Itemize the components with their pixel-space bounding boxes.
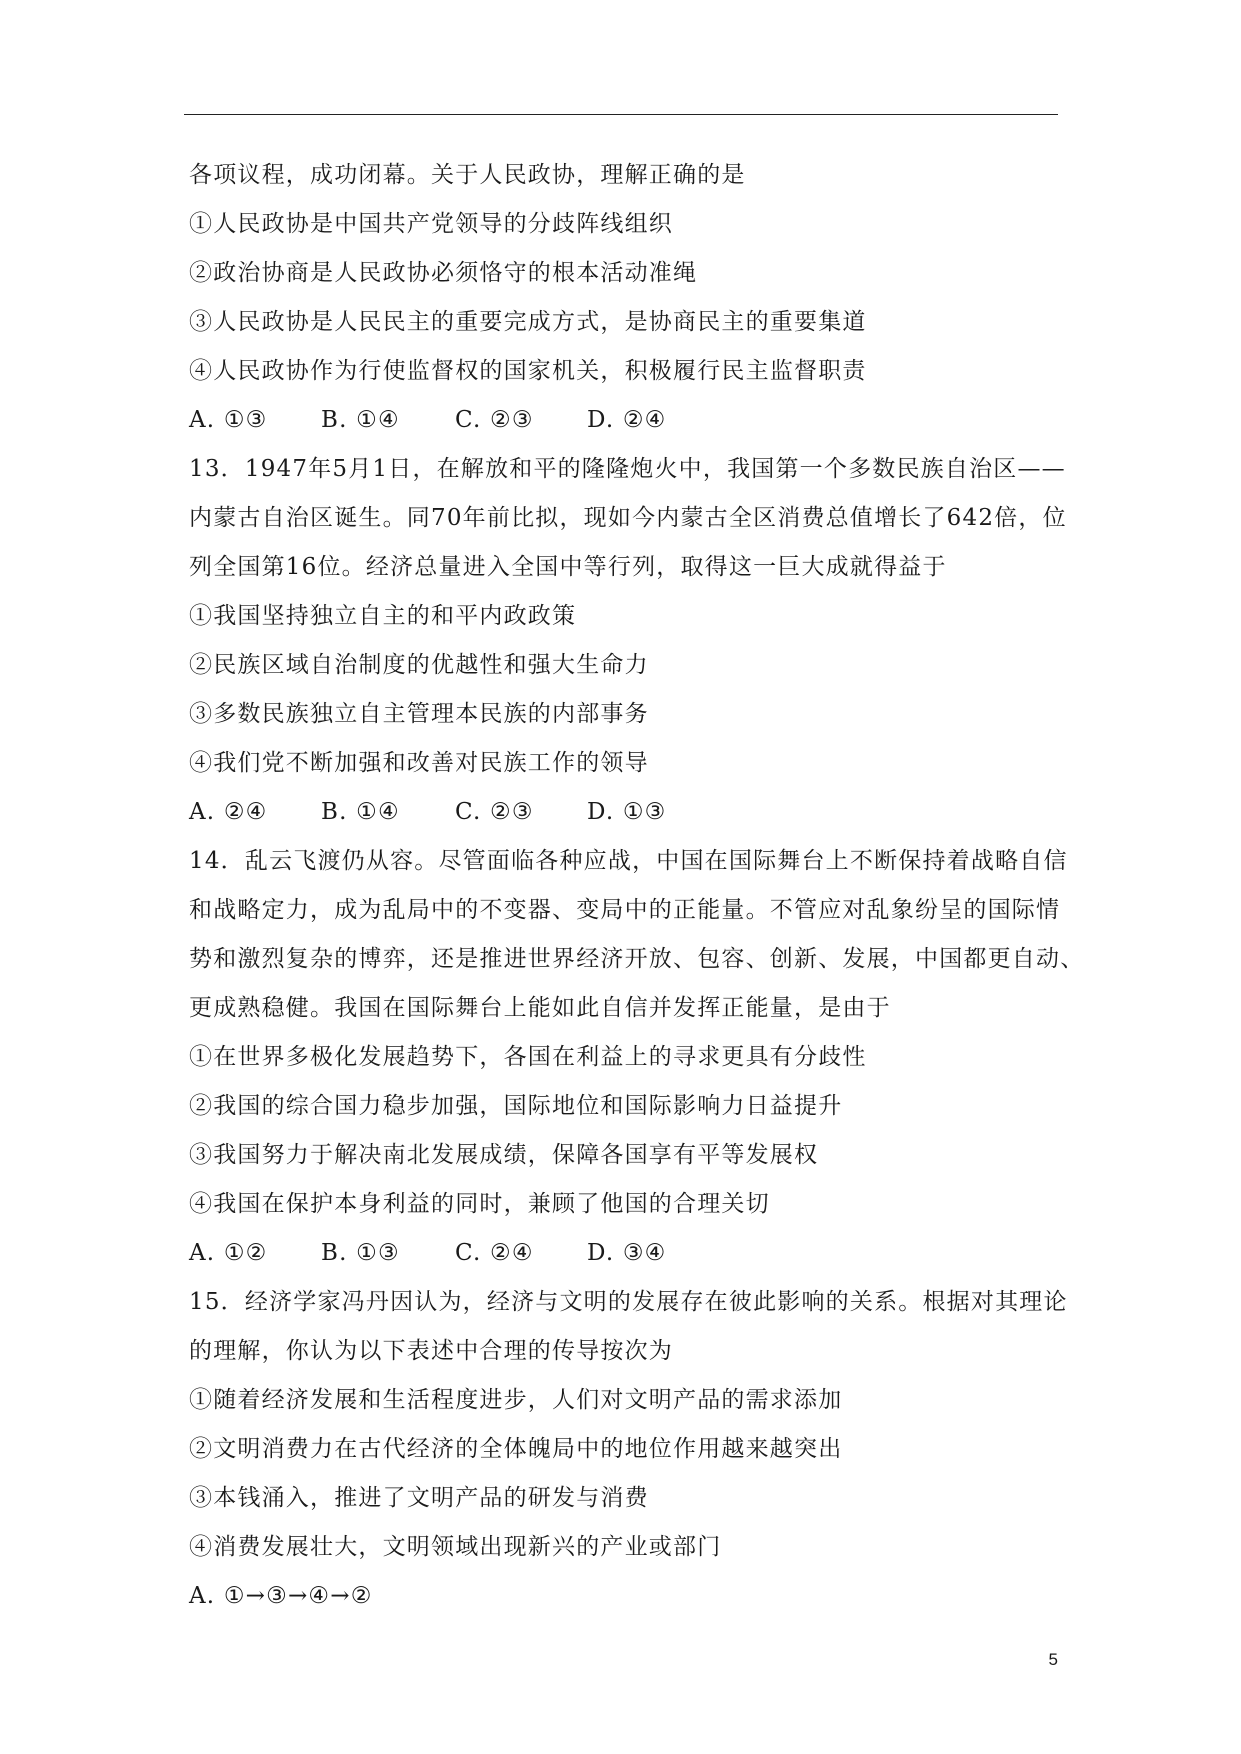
- q14-option-4: ④我国在保护本身利益的同时，兼顾了他国的合理关切: [189, 1191, 770, 1217]
- q13-option-1: ①我国坚持独立自主的和平内政政策: [189, 603, 577, 629]
- q13-answer-b: B. ①④: [321, 799, 400, 825]
- q14-answer-b: B. ①③: [321, 1240, 400, 1266]
- q15-stem-line-1: 15．经济学家冯丹因认为，经济与文明的发展存在彼此影响的关系。根据对其理论: [189, 1289, 1068, 1315]
- q12-option-4: ④人民政协作为行使监督权的国家机关，积极履行民主监督职责: [189, 358, 867, 384]
- q13-stem-line-2: 内蒙古自治区诞生。同70年前比拟，现如今内蒙古全区消费总值增长了642倍，位: [189, 505, 1067, 531]
- q13-answer-d: D. ①③: [587, 799, 667, 825]
- q14-option-3: ③我国努力于解决南北发展成绩，保障各国享有平等发展权: [189, 1142, 819, 1168]
- q13-option-3: ③多数民族独立自主管理本民族的内部事务: [189, 701, 649, 727]
- q13-stem-line-1: 13．1947年5月1日，在解放和平的隆隆炮火中，我国第一个多数民族自治区——: [189, 456, 1066, 482]
- page-number: 5: [1048, 1650, 1058, 1669]
- q13-option-2: ②民族区域自治制度的优越性和强大生命力: [189, 652, 649, 678]
- q12-answer-b: B. ①④: [321, 407, 400, 433]
- q12-stem-continuation: 各项议程，成功闭幕。关于人民政协，理解正确的是: [189, 162, 746, 188]
- q15-answer-choices: [189, 1572, 1061, 1621]
- q14-answer-d: D. ③④: [587, 1240, 667, 1266]
- q13-answer-c: C. ②③: [455, 799, 534, 825]
- q14-option-1: ①在世界多极化发展趋势下，各国在利益上的寻求更具有分歧性: [189, 1044, 867, 1070]
- q12-option-2: ②政治协商是人民政协必须恪守的根本活动准绳: [189, 260, 698, 286]
- q12-option-3: ③人民政协是人民民主的重要完成方式，是协商民主的重要集道: [189, 309, 867, 335]
- q14-stem-line-1: 14．乱云飞渡仍从容。尽管面临各种应战，中国在国际舞台上不断保持着战略自信: [189, 848, 1068, 874]
- q14-answer-c: C. ②④: [455, 1240, 534, 1266]
- q15-option-1: ①随着经济发展和生活程度进步，人们对文明产品的需求添加: [189, 1387, 843, 1413]
- q14-option-2: ②我国的综合国力稳步加强，国际地位和国际影响力日益提升: [189, 1093, 843, 1119]
- q15-option-2: ②文明消费力在古代经济的全体魄局中的地位作用越来越突出: [189, 1436, 843, 1462]
- q12-answer-c: C. ②③: [455, 407, 534, 433]
- q14-stem-line-3: 势和激烈复杂的博弈，还是推进世界经济开放、包容、创新、发展，中国都更自动、: [189, 946, 1085, 972]
- q14-stem-line-2: 和战略定力，成为乱局中的不变器、变局中的正能量。不管应对乱象纷呈的国际情: [189, 897, 1061, 923]
- q13-answer-a: A. ②④: [189, 799, 268, 825]
- q12-answer-d: D. ②④: [587, 407, 667, 433]
- q15-answer-a: A. ①→③→④→②: [189, 1583, 373, 1609]
- q13-stem-line-3: 列全国第16位。经济总量进入全国中等行列，取得这一巨大成就得益于: [189, 554, 947, 580]
- q15-stem-line-2: 的理解，你认为以下表述中合理的传导按次为: [189, 1338, 673, 1364]
- q13-answer-choices: [189, 788, 1061, 837]
- q15-option-3: ③本钱涌入，推进了文明产品的研发与消费: [189, 1485, 649, 1511]
- q14-answer-a: A. ①②: [189, 1240, 268, 1266]
- q12-answer-choices: [189, 396, 1061, 445]
- q14-answer-choices: [189, 1229, 1061, 1278]
- header-rule: [184, 114, 1058, 115]
- q15-option-4: ④消费发展壮大，文明领域出现新兴的产业或部门: [189, 1534, 722, 1560]
- q12-answer-a: A. ①③: [189, 407, 268, 433]
- page-content: [189, 151, 1085, 1621]
- q13-option-4: ④我们党不断加强和改善对民族工作的领导: [189, 750, 649, 776]
- q14-stem-line-4: 更成熟稳健。我国在国际舞台上能如此自信并发挥正能量，是由于: [189, 995, 891, 1021]
- q12-option-1: ①人民政协是中国共产党领导的分歧阵线组织: [189, 211, 673, 237]
